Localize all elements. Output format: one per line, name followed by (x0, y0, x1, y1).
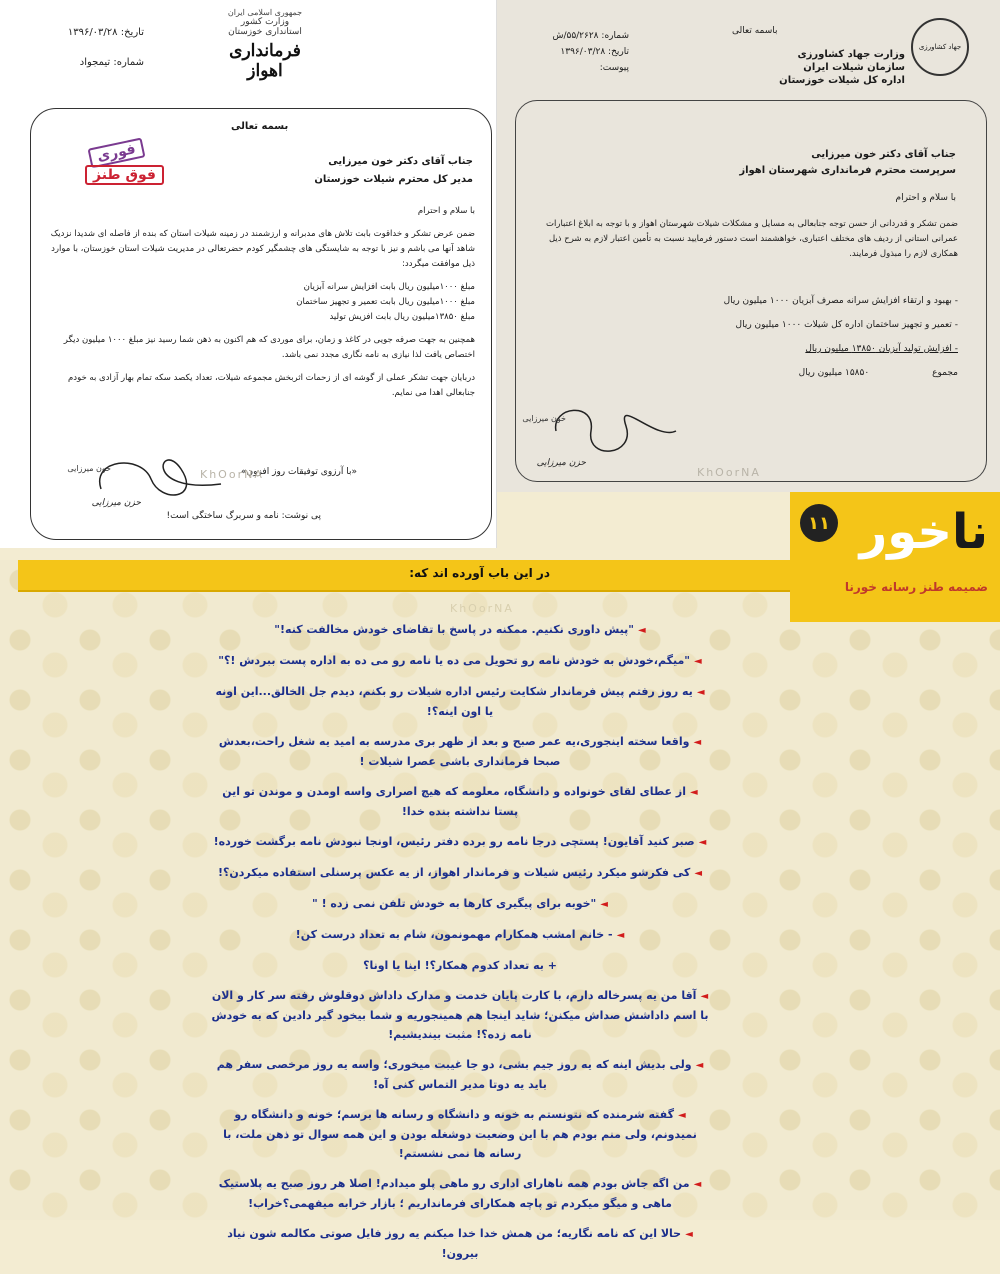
quote-item: ◄از عطای لقای خونواده و دانشگاه، معلومه که هیچ اصراری واسه اومدن و موندن تو این پستا نداشته بنده خدا! (222, 785, 698, 818)
right-recipient (739, 147, 956, 179)
total-value: ۱۵۸۵۰ میلیون ریال (798, 368, 870, 378)
bullet-arrow-icon: ◄ (694, 656, 702, 667)
letter-paragraph-3: دربایان جهت تشکر عملی از گوشه ای از زحمات اثربخش مجموعه شیلات، تعداد یکصد سکه تمام بهار آزادی به خودم جنابعالی اهدا می نمایم. (68, 373, 475, 398)
right-letterhead (507, 0, 991, 100)
signature-name: حزن میرزایی (91, 498, 141, 508)
letter-recipient (314, 153, 473, 189)
bullet-arrow-icon: ◄ (600, 899, 608, 910)
brand-subtitle: ضمیمه طنز رسانه خورنا (844, 580, 988, 594)
letter-date: تاریخ: ۱۳۹۶/۰۳/۲۸ (67, 27, 144, 38)
emblem-line-3: استانداری خوزستان (228, 27, 302, 37)
bullet-arrow-icon: ◄ (700, 991, 709, 1002)
right-total (538, 361, 958, 385)
org-line-2: سازمان شیلات ایران (803, 62, 905, 73)
quote-item: ◄آقا من یه پسرخاله دارم، با کارت پایان خدمت و مدارک داداش دوقلوش رفته سر کار و الان با اسم داداشش صداش میکنن؛ شاید اینجا هم همینجوریه و شما بیخود گیر دادین که به خودش نامه زده؟! مثبت بیندیشیم! (211, 989, 709, 1041)
bullet-arrow-icon: ◄ (690, 787, 698, 798)
quote-item: ◄ولی بدیش اینه که یه روز جیم بشی، دو جا غیبت میخوری؛ واسه یه روز مرخصی سفر هم باید یه دوتا مدیر التماس کنی آه! (216, 1058, 704, 1091)
attachment-label: پیوست: (599, 63, 629, 73)
letterhead-emblem (210, 8, 320, 81)
ministry-logo-icon: جهاد کشاورزی (911, 18, 969, 76)
emblem-line-1: جمهوری اسلامی ایران (227, 8, 303, 17)
right-body: ضمن تشکر و قدردانی از حسن توجه جنابعالی به مسایل و مشکلات شیلات شهرستان اهواز و با توجه به ابلاغ اعتبارات عمرانی استانی از ردیف های مختلف اعتباری، خواهشمند است دستور فرمایید نسبت به تأمین اعتبار لازم به شرح ذیل همکاری لازم را مبذول فرمایند. (545, 219, 958, 259)
right-letter-frame (515, 100, 987, 482)
emblem-line-2: وزارت کشور (240, 17, 290, 27)
satire-stamp: فوق طنز (85, 165, 164, 185)
signature-top-label: خون میرزایی (67, 464, 111, 473)
bullet-arrow-icon: ◄ (698, 837, 707, 848)
number-value: ۵۵/۲۶۲۸/ش (552, 31, 599, 41)
letterhead-title: فرمانداری اهواز (229, 41, 301, 81)
bullet-arrow-icon: ◄ (695, 1060, 704, 1071)
quote-item: ◄کی فکرشو میکرد رئیس شیلات و فرماندار اهواز، از یه عکس پرسنلی استفاده میکردن؟! (217, 866, 703, 879)
right-basmala: باسمه تعالی (732, 26, 778, 36)
right-signature-top: خون میرزایی (522, 414, 566, 423)
closing-line: «با آرزوی توفیقات روز افزون» (241, 467, 357, 477)
watermark-right: KhOorNA (697, 466, 761, 479)
date-value: ۱۳۹۶/۰۳/۲۸ (560, 47, 606, 57)
quote-item: ◄"خوبه برای پیگیری کارها به خودش تلفن نمی زده ! " (312, 897, 608, 910)
total-label: مجموع (932, 368, 958, 378)
date-label: تاریخ: (608, 47, 629, 57)
letter-item-1: مبلغ ۱۰۰۰میلیون ریال بابت افزایش سرانه آبزیان (303, 282, 475, 292)
right-greeting: با سلام و احترام (895, 193, 956, 203)
letter-greeting: با سلام و احترام (417, 206, 475, 216)
brand-title-part-1: نا (951, 504, 988, 560)
quote-item: ◄من اگه جاش بودم همه ناهارای اداری رو ماهی پلو میدادم! اصلا هر روز صبح یه پلاستیک ماهی و میگو میکردم تو پاچه همکارای فرمانداریم ؛ بازار خرابه میفهمی؟خراب! (218, 1177, 702, 1210)
bullet-arrow-icon: ◄ (693, 1179, 702, 1190)
org-line-1: وزارت جهاد کشاورزی (797, 49, 905, 60)
quote-item: + به تعداد کدوم همکار؟! اینا یا اونا؟ (363, 959, 557, 972)
nakhor-logo (790, 492, 1000, 622)
quote-item: ◄گفته شرمنده که نتونستم به خونه و دانشگاه و رسانه ها برسم؛ خونه و دانشگاه رو نمیدونم، ولی منم بودم هم با این وضعیت دوشغله بودن و این همه سوال تو ذهن ملت، با رسانه ها نمی نشستم! (223, 1108, 697, 1160)
bullet-arrow-icon: ◄ (638, 625, 646, 636)
quote-item: ◄صبر کنید آقایون! پستچی درجا نامه رو برده دفتر رئیس، اونجا نبودش نامه برگشت خورده! (213, 835, 707, 848)
org-name (779, 48, 905, 87)
watermark: KhOorNA (200, 468, 264, 481)
issue-number-badge: ۱۱ (800, 504, 838, 542)
letter-meta (34, 18, 144, 78)
letter-body (45, 204, 475, 409)
postscript: پی نوشت: نامه و سربرگ ساختگی است! (166, 511, 321, 521)
letter-paragraph-1: ضمن عرض تشکر و خداقوت بابت تلاش های مدبرانه و ارزشمند در زمینه شیلات استان که بنده از فاصله ای شدیدا نزدیک شاهد آنها می باشم و نیز با توجه به شایستگی های چشمگیر کودم حضرتعالی در مدیریت شیلات استان خوزستان، با موارد ذیل موافقت میگردد: (50, 229, 475, 269)
brand-title-part-2: خور (859, 504, 952, 560)
bullet-arrow-icon: ◄ (685, 1229, 693, 1240)
letter-item-2: مبلغ ۱۰۰۰میلیون ریال بابت تعمیر و تجهیز ساختمان (296, 297, 475, 307)
watermark-center: KhOorNA (450, 602, 514, 615)
bullet-arrow-icon: ◄ (694, 868, 703, 879)
bullet-arrow-icon: ◄ (693, 737, 702, 748)
right-signature-scribble (522, 401, 686, 471)
quote-item: ◄واقعا سخته اینجوری،یه عمر صبح و بعد از ظهر بری مدرسه به امید یه شغل راحت،بعدش صبحا فرمانداری باشی عصرا شیلات ! (218, 735, 702, 768)
quotes-list (210, 620, 710, 1274)
right-item-1: - بهبود و ارتقاء افزایش سرانه مصرف آبزیان ۱۰۰۰ میلیون ریال (723, 296, 958, 306)
section-banner (18, 560, 790, 592)
urgent-stamp: فوری (88, 138, 146, 169)
quote-item: ◄"پیش داوری نکنیم. ممکنه در پاسخ با تقاضای خودش مخالفت کنه!" (274, 623, 646, 636)
banner-text: در این باب آورده اند که: (409, 566, 550, 580)
left-letter-image (0, 0, 497, 548)
bullet-arrow-icon: ◄ (696, 687, 705, 698)
brand-title (860, 502, 988, 562)
recipient-line-1: جناب آقای دکتر خون میرزایی (328, 156, 473, 167)
bullet-arrow-icon: ◄ (677, 1110, 686, 1121)
right-item-3: - افزایش تولید آبزیان ۱۳۸۵۰ میلیون ریال (805, 344, 958, 354)
number-label: شماره: (601, 31, 629, 41)
right-recipient-line-1: جناب آقای دکتر خون میرزایی (811, 149, 956, 160)
quote-item: ◄حالا این که نامه نگاریه؛ من همش خدا خدا میکنم یه روز فایل صوتی مکالمه شون نیاد بیرون! (227, 1227, 693, 1260)
letter-paragraph-2: همچنین به جهت صرفه جویی در کاغذ و زمان، برای موردی که هم اکنون به ذهن شما رسید نیز مبلغ ۱۰۰۰ میلیون دیگر اختصاص یافت لذا نیازی به نامه نگاری مجدد نمی باشد. (63, 335, 475, 360)
org-line-3: اداره کل شیلات خوزستان (779, 75, 905, 86)
letter-basmala: بسمه تعالی (231, 121, 289, 132)
quote-item: ◄"میگم،خودش به خودش نامه رو تحویل می ده یا نامه رو می ده به اداره پست ببردش !؟" (218, 654, 702, 667)
bullet-arrow-icon: ◄ (616, 930, 625, 941)
right-item-2: - تعمیر و تجهیز ساختمان اداره کل شیلات ۱۰۰۰ میلیون ریال (735, 320, 958, 330)
recipient-line-2: مدیر کل محترم شیلات خوزستان (314, 174, 473, 185)
letter-item-3: مبلغ ۱۳۸۵۰میلیون ریال بابت افزیش تولید (329, 312, 475, 322)
letter-number: شماره: تیمجواد (79, 57, 144, 68)
quote-item: ◄- خانم امشب همکارام مهمونمون، شام به تعداد درست کن! (295, 928, 625, 941)
quote-item: ◄یه روز رفتم پیش فرماندار شکایت رئیس اداره شیلات رو بکنم، دیدم جل الخالق...این اونه یا اون اینه؟! (215, 685, 705, 718)
right-letter-image (497, 0, 1000, 492)
right-signature-name: حزن میرزایی (536, 458, 586, 468)
right-recipient-line-2: سرپرست محترم فرمانداری شهرستان اهواز (739, 165, 956, 176)
right-meta (519, 28, 629, 76)
right-items (538, 289, 958, 385)
